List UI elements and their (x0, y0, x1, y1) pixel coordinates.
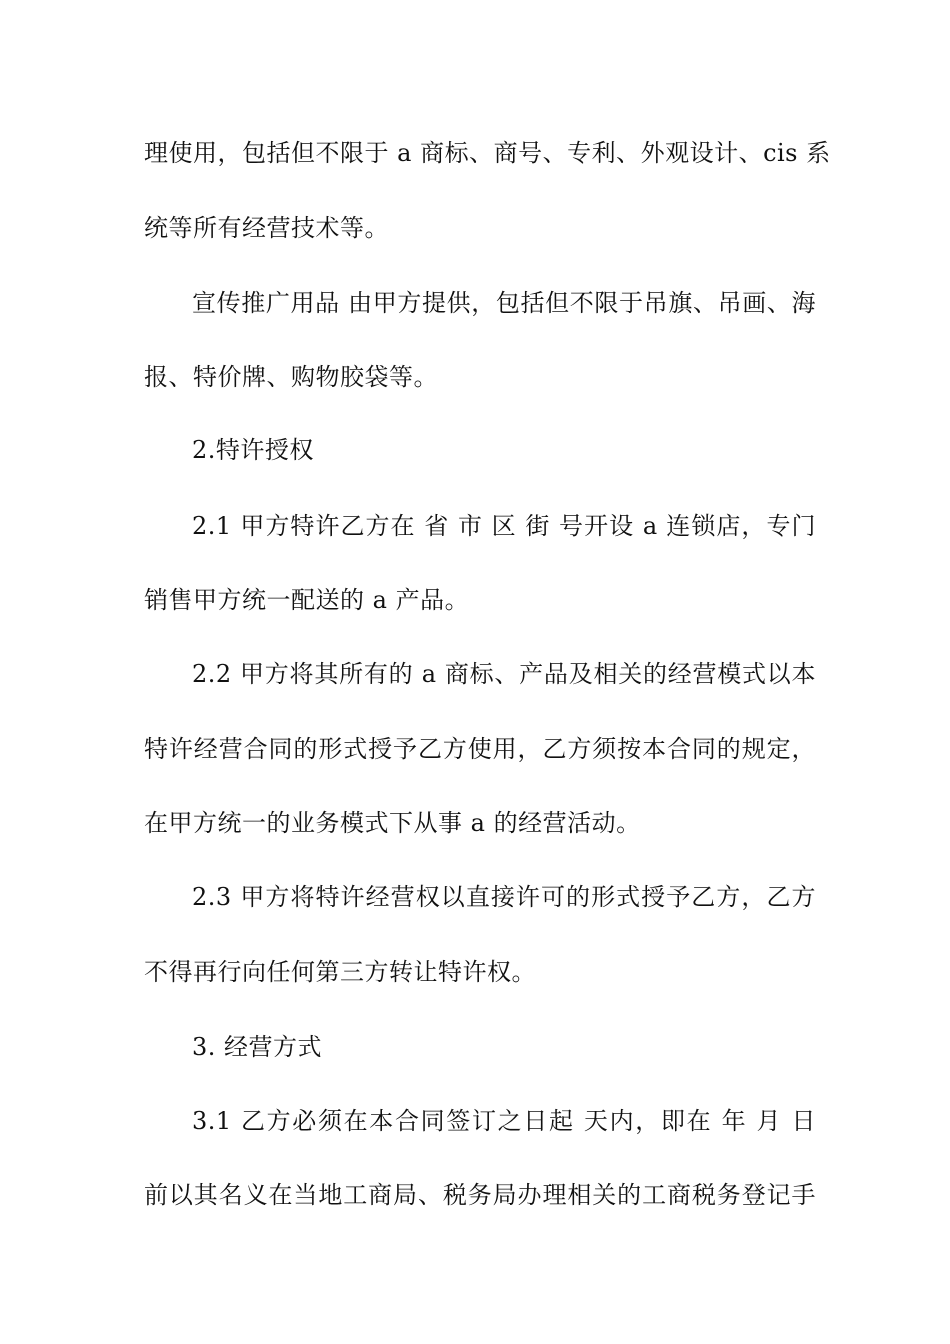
paragraph-line: 2.3 甲方将特许经营权以直接许可的形式授予乙方，乙方 (192, 883, 816, 911)
paragraph-line: 理使用，包括但不限于 a 商标、商号、专利、外观设计、cis 系 (144, 139, 831, 167)
paragraph-line: 特许经营合同的形式授予乙方使用，乙方须按本合同的规定， (144, 735, 816, 763)
paragraph-line: 宣传推广用品 由甲方提供，包括但不限于吊旗、吊画、海 (192, 289, 816, 317)
section-heading: 3. 经营方式 (192, 1033, 323, 1061)
paragraph-line: 2.1 甲方特许乙方在 省 市 区 街 号开设 a 连锁店，专门 (192, 512, 816, 540)
paragraph-line: 销售甲方统一配送的 a 产品。 (144, 586, 470, 614)
section-heading: 2.特许授权 (192, 436, 314, 464)
paragraph-line: 在甲方统一的业务模式下从事 a 的经营活动。 (144, 809, 641, 837)
paragraph-line: 前以其名义在当地工商局、税务局办理相关的工商税务登记手 (144, 1181, 816, 1209)
paragraph-line: 报、特价牌、购物胶袋等。 (144, 363, 438, 391)
paragraph-line: 3.1 乙方必须在本合同签订之日起 天内，即在 年 月 日 (192, 1107, 816, 1135)
paragraph-line: 2.2 甲方将其所有的 a 商标、产品及相关的经营模式以本 (192, 660, 816, 688)
paragraph-line: 不得再行向任何第三方转让特许权。 (144, 958, 536, 986)
paragraph-line: 统等所有经营技术等。 (144, 214, 389, 242)
